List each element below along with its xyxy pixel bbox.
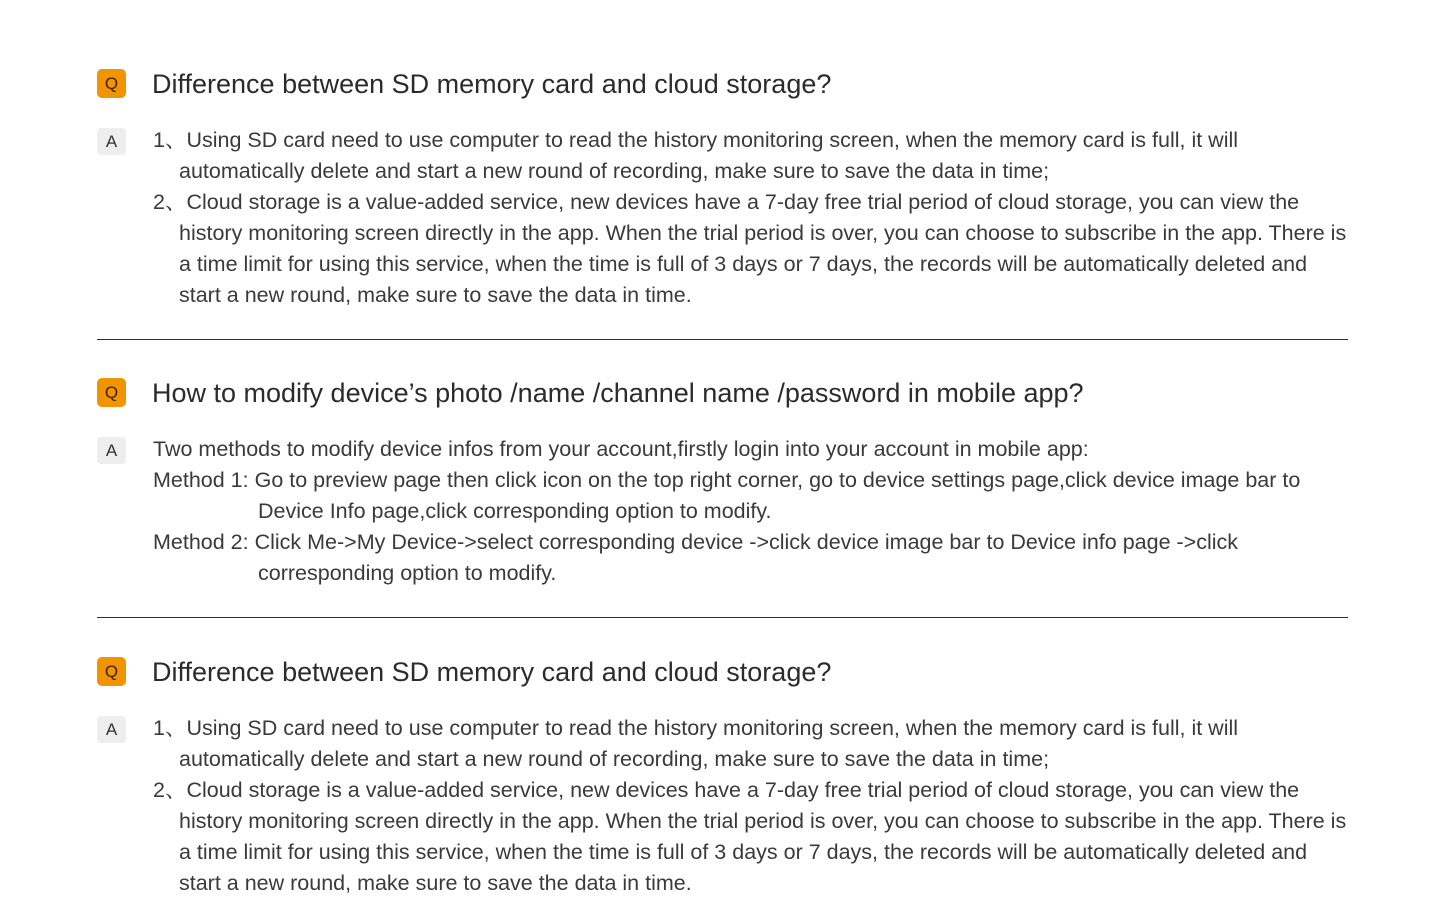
question-title: Difference between SD memory card and cloud storage?: [152, 657, 832, 687]
answer-row: [97, 713, 1348, 899]
question-title: How to modify device’s photo /name /channel name /password in mobile app?: [152, 378, 1084, 408]
question-badge: Q: [97, 378, 126, 407]
answer-body: [153, 713, 1348, 899]
answer-row: [97, 125, 1348, 311]
question-row: [97, 378, 1348, 418]
section-divider: [97, 339, 1348, 340]
answer-badge: A: [97, 716, 126, 743]
answer-item: 2、Cloud storage is a value-added service, new devices have a 7-day free trial period of cloud storage, you can view the history monitoring screen directly in the app. When the trial period is over, you can choose to subscribe in the app. There is a time limit for using this service, when the time is full of 3 days or 7 days, the records will be automatically deleted and start a new round, make sure to save the data in time.: [153, 778, 1347, 895]
answer-intro: Two methods to modify device infos from your account,firstly login into your account in mobile app:: [153, 437, 1089, 461]
faq-item: [97, 69, 1348, 311]
answer-badge: A: [97, 128, 126, 155]
question-badge: Q: [97, 69, 126, 98]
answer-row: [97, 434, 1348, 589]
faq-item: [97, 657, 1348, 899]
section-divider: [97, 617, 1348, 618]
answer-method: Method 1: Go to preview page then click icon on the top right corner, go to device settings page,click device image bar to Device Info page,click corresponding option to modify.: [153, 468, 1301, 523]
answer-item: 2、Cloud storage is a value-added service, new devices have a 7-day free trial period of cloud storage, you can view the history monitoring screen directly in the app. When the trial period is over, you can choose to subscribe in the app. There is a time limit for using this service, when the time is full of 3 days or 7 days, the records will be automatically deleted and start a new round, make sure to save the data in time.: [153, 190, 1347, 307]
answer-body: [153, 434, 1348, 589]
question-row: [97, 69, 1348, 109]
answer-item: 1、Using SD card need to use computer to read the history monitoring screen, when the memory card is full, it will automatically delete and start a new round of recording, make sure to save the data in time;: [153, 716, 1239, 771]
faq-item: [97, 378, 1348, 589]
answer-method: Method 2: Click Me->My Device->select corresponding device ->click device image bar to Device info page ->click corresponding option to modify.: [153, 530, 1239, 585]
question-row: [97, 657, 1348, 697]
question-badge: Q: [97, 657, 126, 686]
question-title: Difference between SD memory card and cloud storage?: [152, 69, 832, 99]
answer-body: [153, 125, 1348, 311]
answer-badge: A: [97, 437, 126, 464]
answer-item: 1、Using SD card need to use computer to read the history monitoring screen, when the memory card is full, it will automatically delete and start a new round of recording, make sure to save the data in time;: [153, 128, 1239, 183]
